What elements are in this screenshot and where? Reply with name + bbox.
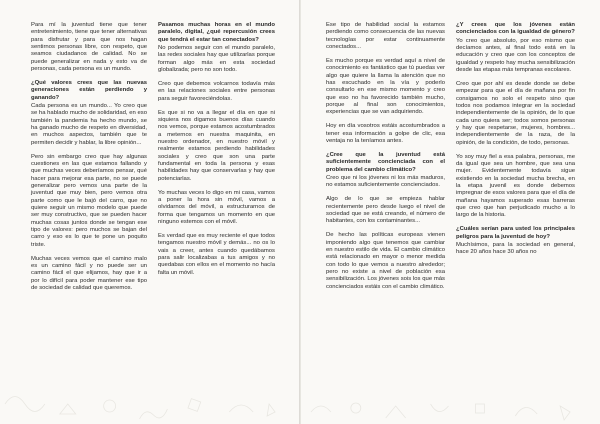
answer-paragraph: Yo soy muy fiel a esa palabra, personas, me da igual que sea un hombre, que sea una mujer. Evidentemente todavía sigue existiendo en la sociedad mucha brecha, en la etapa juvenil es donde debemos impregnar de esos valores para que el día de mañana hayamos superado esas barreras que creo que han perjudicado mucho a lo largo de la historia. <box>456 153 575 219</box>
answer-paragraph: Es mucho porque es verdad aquí a nivel de conocimiento es fantástico que tú puedas ver algo que quiere la llama la atención que no has escuchado en la vía y poderlo consultarlo en ese mismo momento y creo que eso no ha favorecido también mucho, porque al final son conocimientos, experiencias que se van adquiriendo. <box>326 57 445 116</box>
answer-paragraph: Yo creo que absoluto, por eso mismo que decíamos antes, al final todo está en la educación y creo que con los conceptos de igualdad y respeto hay mucha sensibilización desde las etapas más tempranas escolares. <box>456 37 575 74</box>
question-heading: ¿Cree que la juventud está suficientemente concienciada con el problema del cambio climático? <box>326 151 445 173</box>
right-column-1 <box>326 22 445 298</box>
answer-paragraph: Yo muchas veces lo digo en mi casa, vamos a poner la hora sin móvil, vamos a olvidarnos del móvil, a estructurarnos de forma que tengamos un momento en que ninguno estemos con el móvil. <box>158 189 275 226</box>
answer-paragraph: Algo de lo que se empieza hablar recientemente pero desde luego el nivel de sociedad que se está creando, el número de habitantes, con los contaminantes... <box>326 196 445 225</box>
question-heading: ¿Cuáles serían para usted los principales peligros para la juventud de hoy? <box>456 226 575 240</box>
answer-paragraph: Cada persona es un mundo... Yo creo que se ha hablado mucho de solidaridad, en eso también la pandemia ha hecho mundo, se ha ganado mucho de respeto en diversidad, en muchos aspectos, también que te permiten decidir y hablar, la libre opinión... <box>31 103 147 146</box>
answer-paragraph: De hecho las políticas europeas vienen imponiendo algo que tenemos que cambiar en nuestro estilo de vida. El cambio climático está relacionado en mayor o menor medida con todo lo que vemos a nuestro alrededor; pero no existe a nivel de población esa sensibilización. Los jóvenes sois los que más concienciados estáis con el cambio climático. <box>326 232 445 290</box>
answer-paragraph: Pero sin embargo creo que hay algunas cuestiones en las que estamos fallando y que muchas veces deberíamos pensar, qué hacer para mejorar esa parte, no se puede generalizar pero vemos una parte de la juventud que muy bien, pero vemos otra parte como que le bajó del carro, que no quiere seguir un mismo modelo que puede ser muy constructivo, que se pueden hacer muchas cosas juntos donde se tengan ese tipo de valores: pero muchos se bajan del carro y eso es lo que te pone un poquito triste. <box>31 153 147 248</box>
answer-paragraph: Es verdad que es muy reciente el que todos tengamos nuestro móvil y demás... no os lo vais a creer, antes cuando quedábamos para salir localizabas a tus amigos y no quedabas con ellos en el momento no hacía falta un móvil. <box>158 232 275 276</box>
decorative-pattern-left <box>0 334 299 424</box>
question-heading: Pasamos muchas horas en el mundo paralelo, digital, ¿qué repercusión crees que tendrá el estar tan conectados? <box>158 22 275 43</box>
answer-paragraph: Creo que ni los jóvenes ni los más maduros, no estamos suficientemente concienciados. <box>326 174 445 189</box>
question-heading: ¿Qué valores crees que las nuevas generaciones están perdiendo y ganando? <box>31 80 147 101</box>
left-column-1 <box>31 22 147 299</box>
answer-paragraph: Creo que por ahí es desde donde se debe empezar para que el día de mañana por fin consigamos no solo el respeto sino que todos nos podamos integrar en la sociedad independientemente de la opinión, de lo que cada uno quiera ser; todos somos personas y hay que respetarse, mujeres, hombres... independientemente de la raza, de la opinión, de la condición, de todo, personas. <box>456 81 575 146</box>
answer-paragraph: Creo que debemos volcarnos todavía más en las relaciones sociales entre personas para seguir favoreciéndolas. <box>158 81 275 102</box>
answer-paragraph: No podemos seguir con el mundo paralelo, las redes sociales hay que utilizarlas porque forman algo más en esta sociedad globalizada; pero no son todo. <box>158 45 275 74</box>
right-column-2 <box>456 22 575 263</box>
answer-paragraph: Hoy en día vosotros estáis acostumbrados a tener esa información a golpe de clic, esa ventaja no la teníamos antes. <box>326 123 445 144</box>
left-column-2 <box>158 22 275 284</box>
answer-paragraph: Muchísimos, para la sociedad en general, hace 20 años hace 30 años no <box>456 242 575 256</box>
answer-paragraph: Es que si no va a llegar el día en que ni siquiera nos digamos buenos días cuando nos vemos, porque estamos acostumbrados a meternos en nuestra maquinita, en nuestro ordenador, en nuestro móvil y realmente estamos perdiendo habilidades sociales y creo que son una parte fundamental en toda la persona y esas habilidades hay que conservarlas y hay que potenciarlas. <box>158 109 275 182</box>
answer-paragraph: Ese tipo de habilidad social la estamos perdiendo como consecuencia de las nuevas tecnologías por estar continuamente conectados... <box>326 22 445 51</box>
left-page <box>0 0 299 424</box>
decorative-pattern-right <box>301 334 600 424</box>
question-heading: ¿Y crees que los jóvenes están concienciados con la igualdad de género? <box>456 22 575 36</box>
right-page <box>301 0 600 424</box>
answer-paragraph: Para mí la juventud tiene que tener entretenimiento, tiene que tener alternativas para disfrutar y para que nos hagan sentirnos personas libre, con respeto, que seamos ciudadanos de calidad. No se puede generalizar en nada y esto va de personas, cada persona es un mundo. <box>31 22 147 73</box>
answer-paragraph: Muchas veces vemos que el camino malo es un camino fácil y no puede ser un camino fácil el que elijamos, hay que ir a por lo difícil para poder mantener ese tipo de sociedad de calidad que queremos. <box>31 255 147 292</box>
